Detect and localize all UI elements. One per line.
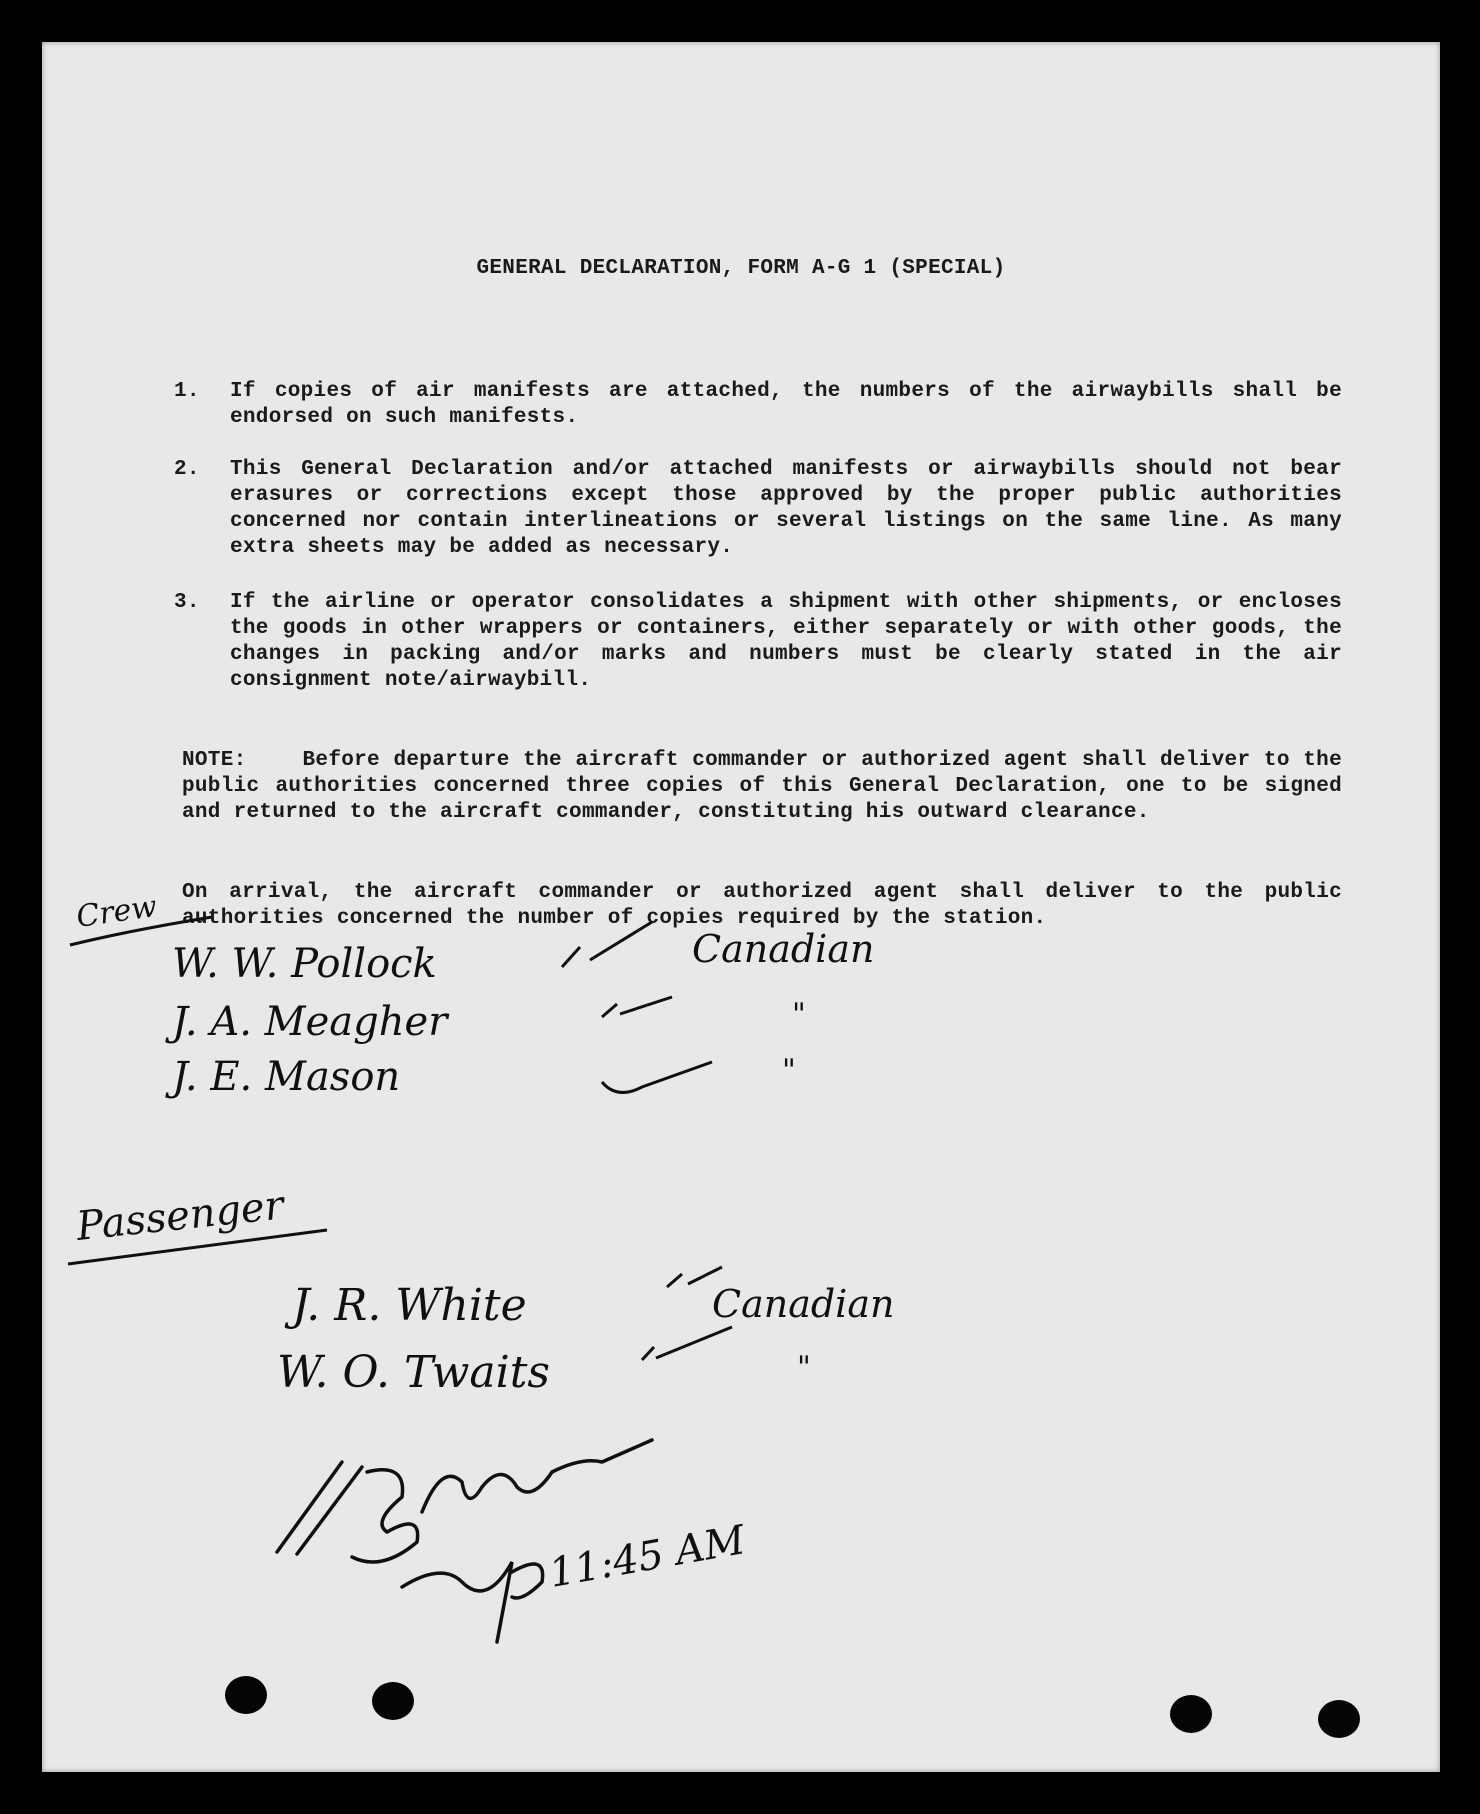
punch-hole-2 bbox=[372, 1682, 414, 1720]
officer-signature bbox=[277, 1440, 652, 1642]
passenger-underline bbox=[68, 1230, 327, 1264]
crew-name-3: J. E. Mason bbox=[172, 1054, 401, 1100]
punch-hole-3 bbox=[1170, 1695, 1212, 1733]
crew-nationality-2: " bbox=[792, 997, 806, 1032]
check-mark-icon bbox=[642, 1327, 732, 1360]
passenger-name-1: J. R. White bbox=[292, 1280, 527, 1331]
check-mark-icon bbox=[667, 1267, 722, 1287]
item-text: If the airline or operator consolidates a shipment with other shipments, or encloses the goods in other wrappers or containers, either separately or with other goods, the changes in packing and/or marks and numbers must be clearly stated in the air consignment note/airwaybill. bbox=[230, 591, 1342, 692]
note-paragraph bbox=[182, 748, 1342, 826]
passenger-heading: Passenger bbox=[74, 1182, 286, 1250]
item-text: This General Declaration and/or attached manifests or airwaybills should not bear erasures or corrections except those approved by the proper public authorities concerned nor contain interlineations or several listings on the same line. As many extra sheets may be added as necessary. bbox=[230, 458, 1342, 559]
item-text: If copies of air manifests are attached, the numbers of the airwaybills shall be endorsed on such manifests. bbox=[230, 380, 1342, 429]
arrival-paragraph bbox=[182, 880, 1342, 932]
punch-hole-1 bbox=[225, 1676, 267, 1714]
crew-heading: Crew bbox=[74, 889, 160, 935]
document-page bbox=[42, 42, 1440, 1772]
item-number: 2. bbox=[174, 458, 200, 481]
note-text: Before departure the aircraft commander or authorized agent shall deliver to the public authorities concerned three copies of this General Declaration, one to be signed and returned to the aircraft commander, constituting his outward clearance. bbox=[182, 749, 1342, 824]
check-mark-icon bbox=[602, 997, 672, 1017]
punch-hole-4 bbox=[1318, 1700, 1360, 1738]
item-number: 1. bbox=[174, 380, 200, 403]
crew-name-2: J. A. Meagher bbox=[172, 999, 448, 1045]
passenger-nationality-2: " bbox=[797, 1350, 811, 1385]
signature-time: 11:45 AM bbox=[545, 1517, 749, 1597]
passenger-nationality-1: Canadian bbox=[712, 1282, 895, 1326]
check-mark-icon bbox=[602, 1062, 712, 1092]
passenger-name-2: W. O. Twaits bbox=[277, 1347, 550, 1398]
note-label: NOTE: bbox=[182, 749, 247, 772]
crew-nationality-3: " bbox=[782, 1053, 796, 1088]
document-title: GENERAL DECLARATION, FORM A-G 1 (SPECIAL) bbox=[476, 257, 1006, 280]
crew-name-1: W. W. Pollock bbox=[172, 941, 437, 987]
item-number: 3. bbox=[174, 591, 200, 614]
arrival-text: On arrival, the aircraft commander or authorized agent shall deliver to the public authorities concerned the number of copies required by the station. bbox=[182, 881, 1342, 930]
crew-nationality-1: Canadian bbox=[692, 927, 875, 971]
